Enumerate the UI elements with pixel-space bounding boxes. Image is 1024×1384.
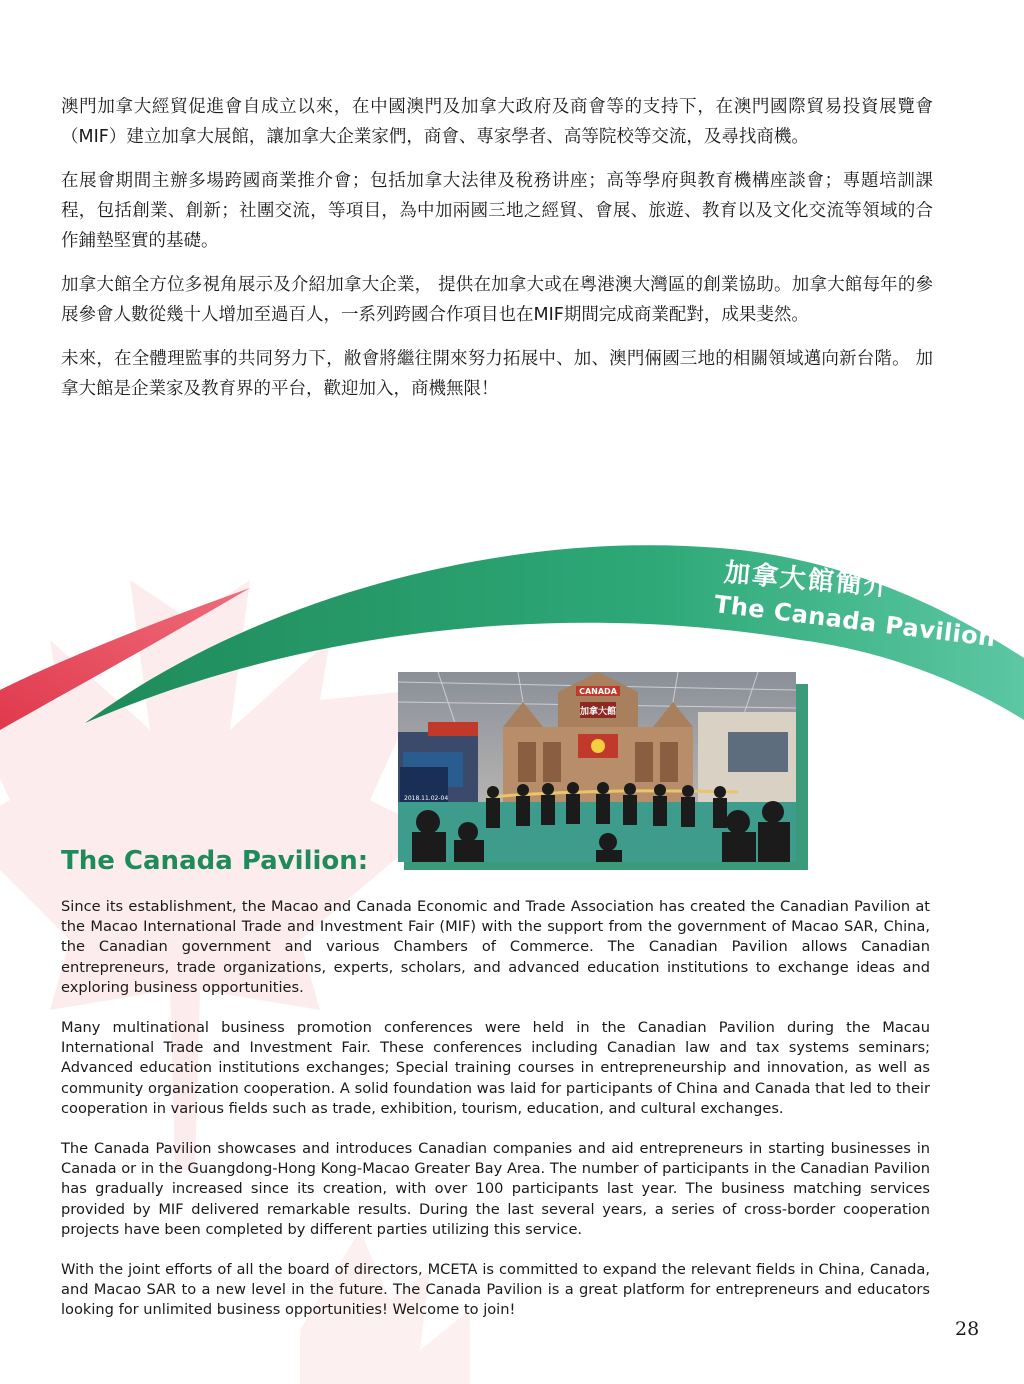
chinese-text-section (61, 92, 933, 418)
photo-sign-canada: CANADA (579, 687, 617, 696)
pavilion-photo-illustration (398, 672, 796, 862)
chinese-paragraph: 加拿大館全方位多視角展示及介紹加拿大企業， 提供在加拿大或在粵港澳大灣區的創業協助。加拿大館每年的參展參會人數從幾十人增加至過百人，一系列跨國合作項目也在MIF期間完成商業配對，成果斐然。 (61, 275, 933, 325)
page-number: 28 (955, 1318, 980, 1340)
english-paragraph: With the joint efforts of all the board of directors, MCETA is committed to expand the relevant fields in China, Canada, and Macao SAR to a new level in the future. The Canada Pavilion is a great platform for entrepreneurs and educators looking for unlimited business opportunities! Welcome to join! (61, 1261, 930, 1319)
photo-sign-chinese: 加拿大館 (579, 707, 617, 717)
english-paragraph: The Canada Pavilion showcases and introduces Canadian companies and aid entrepreneurs in starting businesses in Canada or in the Guangdong-Hong Kong-Macao Greater Bay Area. The number of participants in the Canadian Pavilion has gradually increased since its creation, with over 100 participants last year. The business matching services provided by MIF delivered remarkable results. During the last several years, a series of cross-border cooperation projects have been completed by different parties utilizing this service. (61, 1140, 930, 1238)
photo-date-stamp: 2018.11.02-04 (404, 795, 449, 802)
english-paragraph: Since its establishment, the Macao and Canada Economic and Trade Association has created the Canadian Pavilion at the Macao International Trade and Investment Fair (MIF) with the support from the government of Macao SAR, China, the Canadian government and various Chambers of Commerce. The Canadian Pavilion allows Canadian entrepreneurs, trade organizations, experts, scholars, and advanced education institutions to exchange ideas and exploring business opportunities. (61, 898, 930, 996)
english-heading: The Canada Pavilion: (61, 846, 369, 876)
english-paragraph: Many multinational business promotion conferences were held in the Canadian Pavilion during the Macau International Trade and Investment Fair. These conferences including Canadian law and tax systems seminars; Advanced education institutions exchanges; Special training courses in entrepreneurship and innovation, as well as community organization cooperation. A solid foundation was laid for participants of China and Canada that led to their cooperation in various fields such as trade, exhibition, tourism, education, and cultural exchanges. (61, 1019, 930, 1117)
chinese-paragraph: 未來，在全體理監事的共同努力下，敝會將繼往開來努力拓展中、加、澳門倆國三地的相關領域邁向新台階。 加拿大館是企業家及教育界的平台，歡迎加入，商機無限！ (61, 349, 933, 399)
chinese-paragraph: 在展會期間主辦多場跨國商業推介會；包括加拿大法律及稅務讲座；高等學府與教育機構座談會；專題培訓課程，包括創業、創新；社團交流，等項目，為中加兩國三地之經貿、會展、旅遊、教育以及文化交流等領域的合作鋪墊堅實的基礎。 (61, 171, 933, 251)
section-title-english: The Canada Pavilion (712, 590, 998, 653)
pavilion-photo (398, 672, 796, 862)
chinese-paragraph: 澳門加拿大經貿促進會自成立以來，在中國澳門及加拿大政府及商會等的支持下，在澳門國際貿易投資展覽會（MIF）建立加拿大展館，讓加拿大企業家們，商會、專家學者、高等院校等交流，及尋找商機。 (61, 97, 933, 147)
section-title-chinese: 加拿大館簡介 (722, 557, 893, 603)
english-text-section (61, 897, 930, 1341)
